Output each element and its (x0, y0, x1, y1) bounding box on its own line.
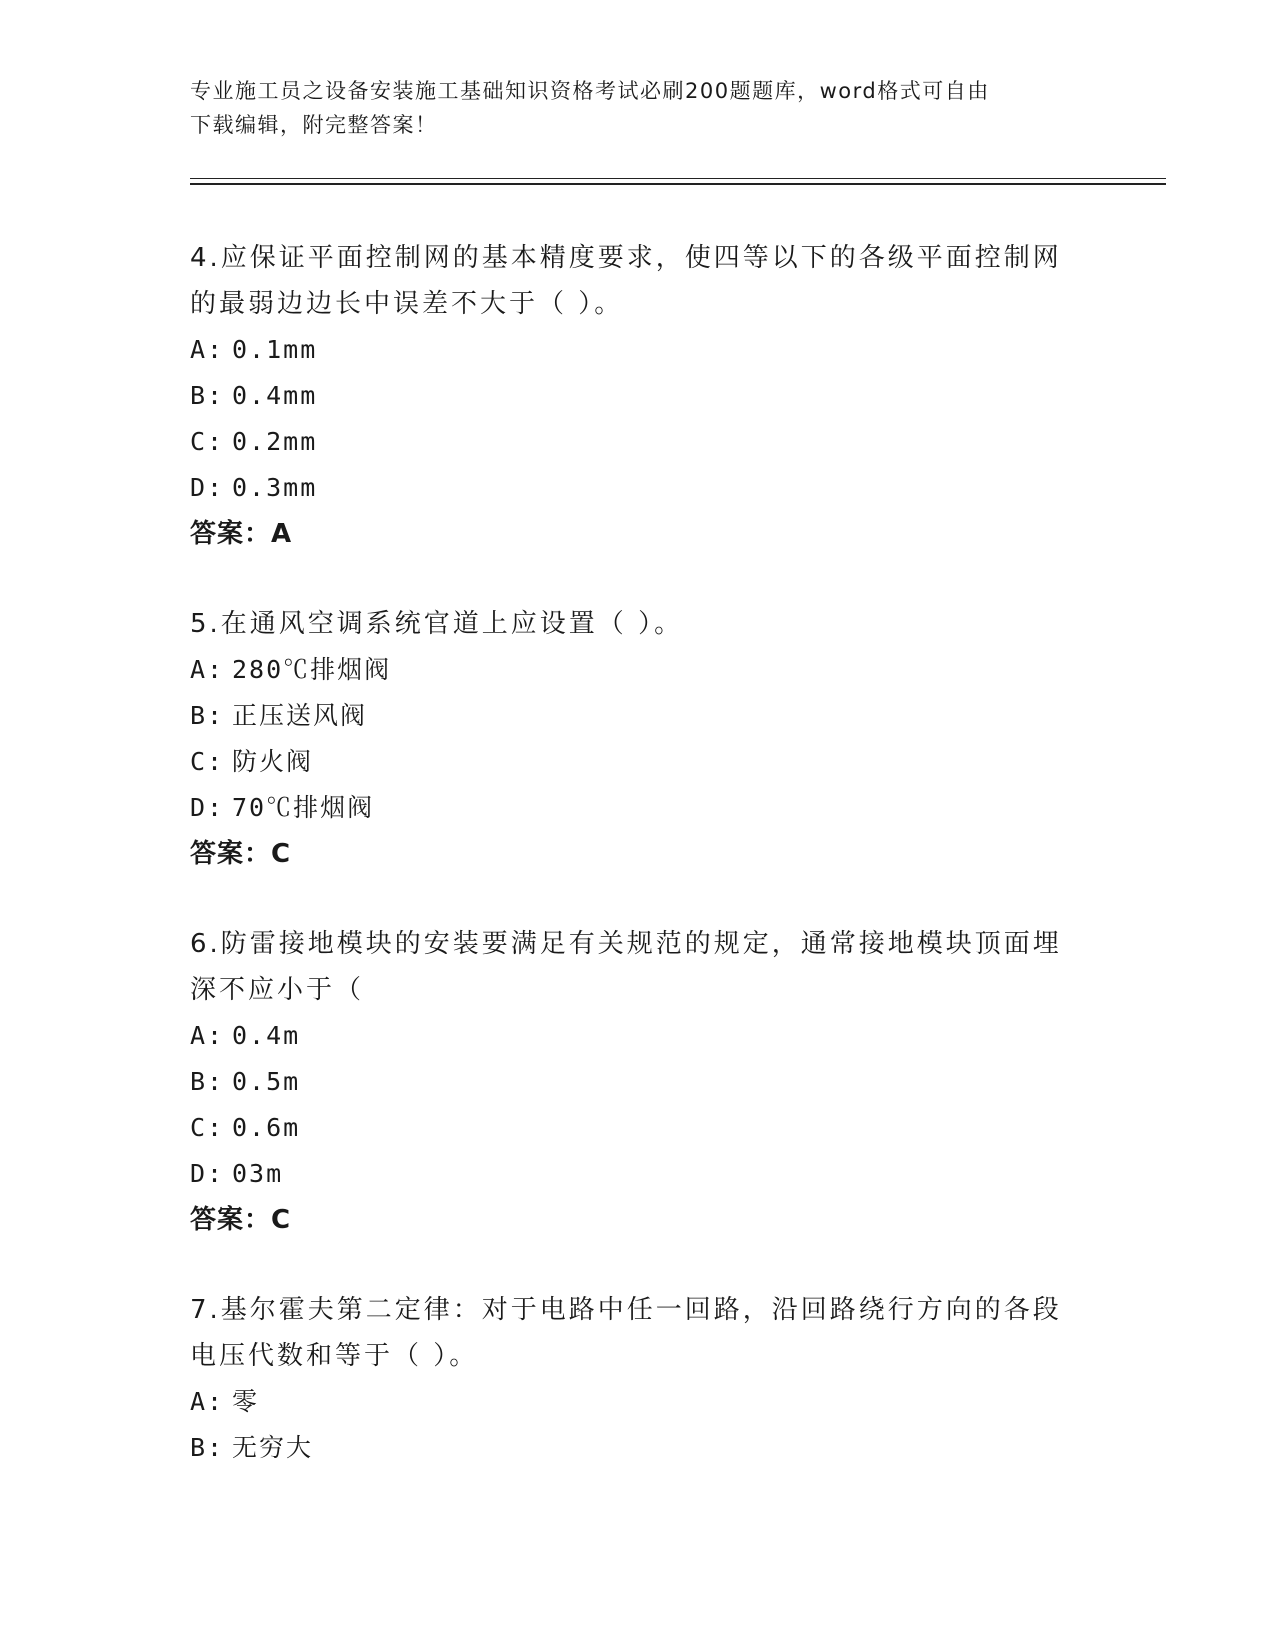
question-stem-line-2: 的最弱边边长中误差不大于（ ）。 (190, 289, 624, 319)
option-key: A: (190, 335, 225, 364)
question-stem-line-1: 4.应保证平面控制网的基本精度要求，使四等以下的各级平面控制网 (190, 243, 1062, 273)
option-c (190, 739, 1090, 785)
option-text: 0.4mm (232, 381, 318, 410)
header-line-2: 下载编辑，附完整答案！ (190, 113, 438, 137)
question-6 (190, 921, 1090, 1243)
question-stem (190, 601, 1090, 647)
option-c (190, 1105, 1090, 1151)
option-key: A: (190, 1387, 225, 1416)
option-b (190, 373, 1090, 419)
option-text: 零 (232, 1387, 260, 1416)
option-text: 防火阀 (232, 747, 314, 776)
option-b (190, 693, 1090, 739)
question-stem (190, 1287, 1090, 1379)
option-key: C: (190, 427, 225, 456)
answer-text: 答案：C (190, 839, 292, 869)
question-stem-line-2: 深不应小于（ (190, 975, 365, 1005)
option-d (190, 465, 1090, 511)
question-5 (190, 601, 1090, 877)
option-b (190, 1059, 1090, 1105)
option-key: C: (190, 747, 225, 776)
header-divider-thick (190, 183, 1166, 185)
option-a (190, 327, 1090, 373)
option-key: A: (190, 655, 225, 684)
option-key: B: (190, 381, 225, 410)
option-text: 0.1mm (232, 335, 318, 364)
option-key: B: (190, 1067, 225, 1096)
option-text: 03m (232, 1159, 284, 1188)
option-d (190, 785, 1090, 831)
option-key: D: (190, 473, 225, 502)
option-key: C: (190, 1113, 225, 1142)
option-key: A: (190, 1021, 225, 1050)
question-stem-line-1: 7.基尔霍夫第二定律：对于电路中任一回路，沿回路绕行方向的各段 (190, 1295, 1062, 1325)
option-d (190, 1151, 1090, 1197)
question-7 (190, 1287, 1090, 1471)
question-list (190, 235, 1090, 1515)
option-text: 0.6m (232, 1113, 301, 1142)
option-text: 0.5m (232, 1067, 301, 1096)
option-c (190, 419, 1090, 465)
question-stem-line-1: 6.防雷接地模块的安装要满足有关规范的规定，通常接地模块顶面埋 (190, 929, 1062, 959)
option-key: B: (190, 1433, 225, 1462)
option-key: B: (190, 701, 225, 730)
question-stem-line-2: 电压代数和等于（ ）。 (190, 1341, 479, 1371)
option-b (190, 1425, 1090, 1471)
question-stem-line-1: 5.在通风空调系统官道上应设置（ ）。 (190, 609, 684, 639)
question-4 (190, 235, 1090, 557)
option-key: D: (190, 1159, 225, 1188)
option-a (190, 1379, 1090, 1425)
option-text: 0.2mm (232, 427, 318, 456)
question-stem (190, 921, 1090, 1013)
answer-text: 答案：A (190, 519, 293, 549)
option-text: 无穷大 (232, 1433, 314, 1462)
header-line-1: 专业施工员之设备安装施工基础知识资格考试必刷200题题库，word格式可自由 (190, 79, 990, 103)
document-header (190, 74, 1090, 142)
option-text: 70℃排烟阀 (232, 793, 375, 822)
question-stem (190, 235, 1090, 327)
option-text: 280℃排烟阀 (232, 655, 392, 684)
answer-text: 答案：C (190, 1205, 292, 1235)
option-text: 正压送风阀 (232, 701, 368, 730)
option-text: 0.4m (232, 1021, 301, 1050)
option-key: D: (190, 793, 225, 822)
option-a (190, 647, 1090, 693)
header-divider-thin (190, 178, 1166, 179)
option-a (190, 1013, 1090, 1059)
option-text: 0.3mm (232, 473, 318, 502)
